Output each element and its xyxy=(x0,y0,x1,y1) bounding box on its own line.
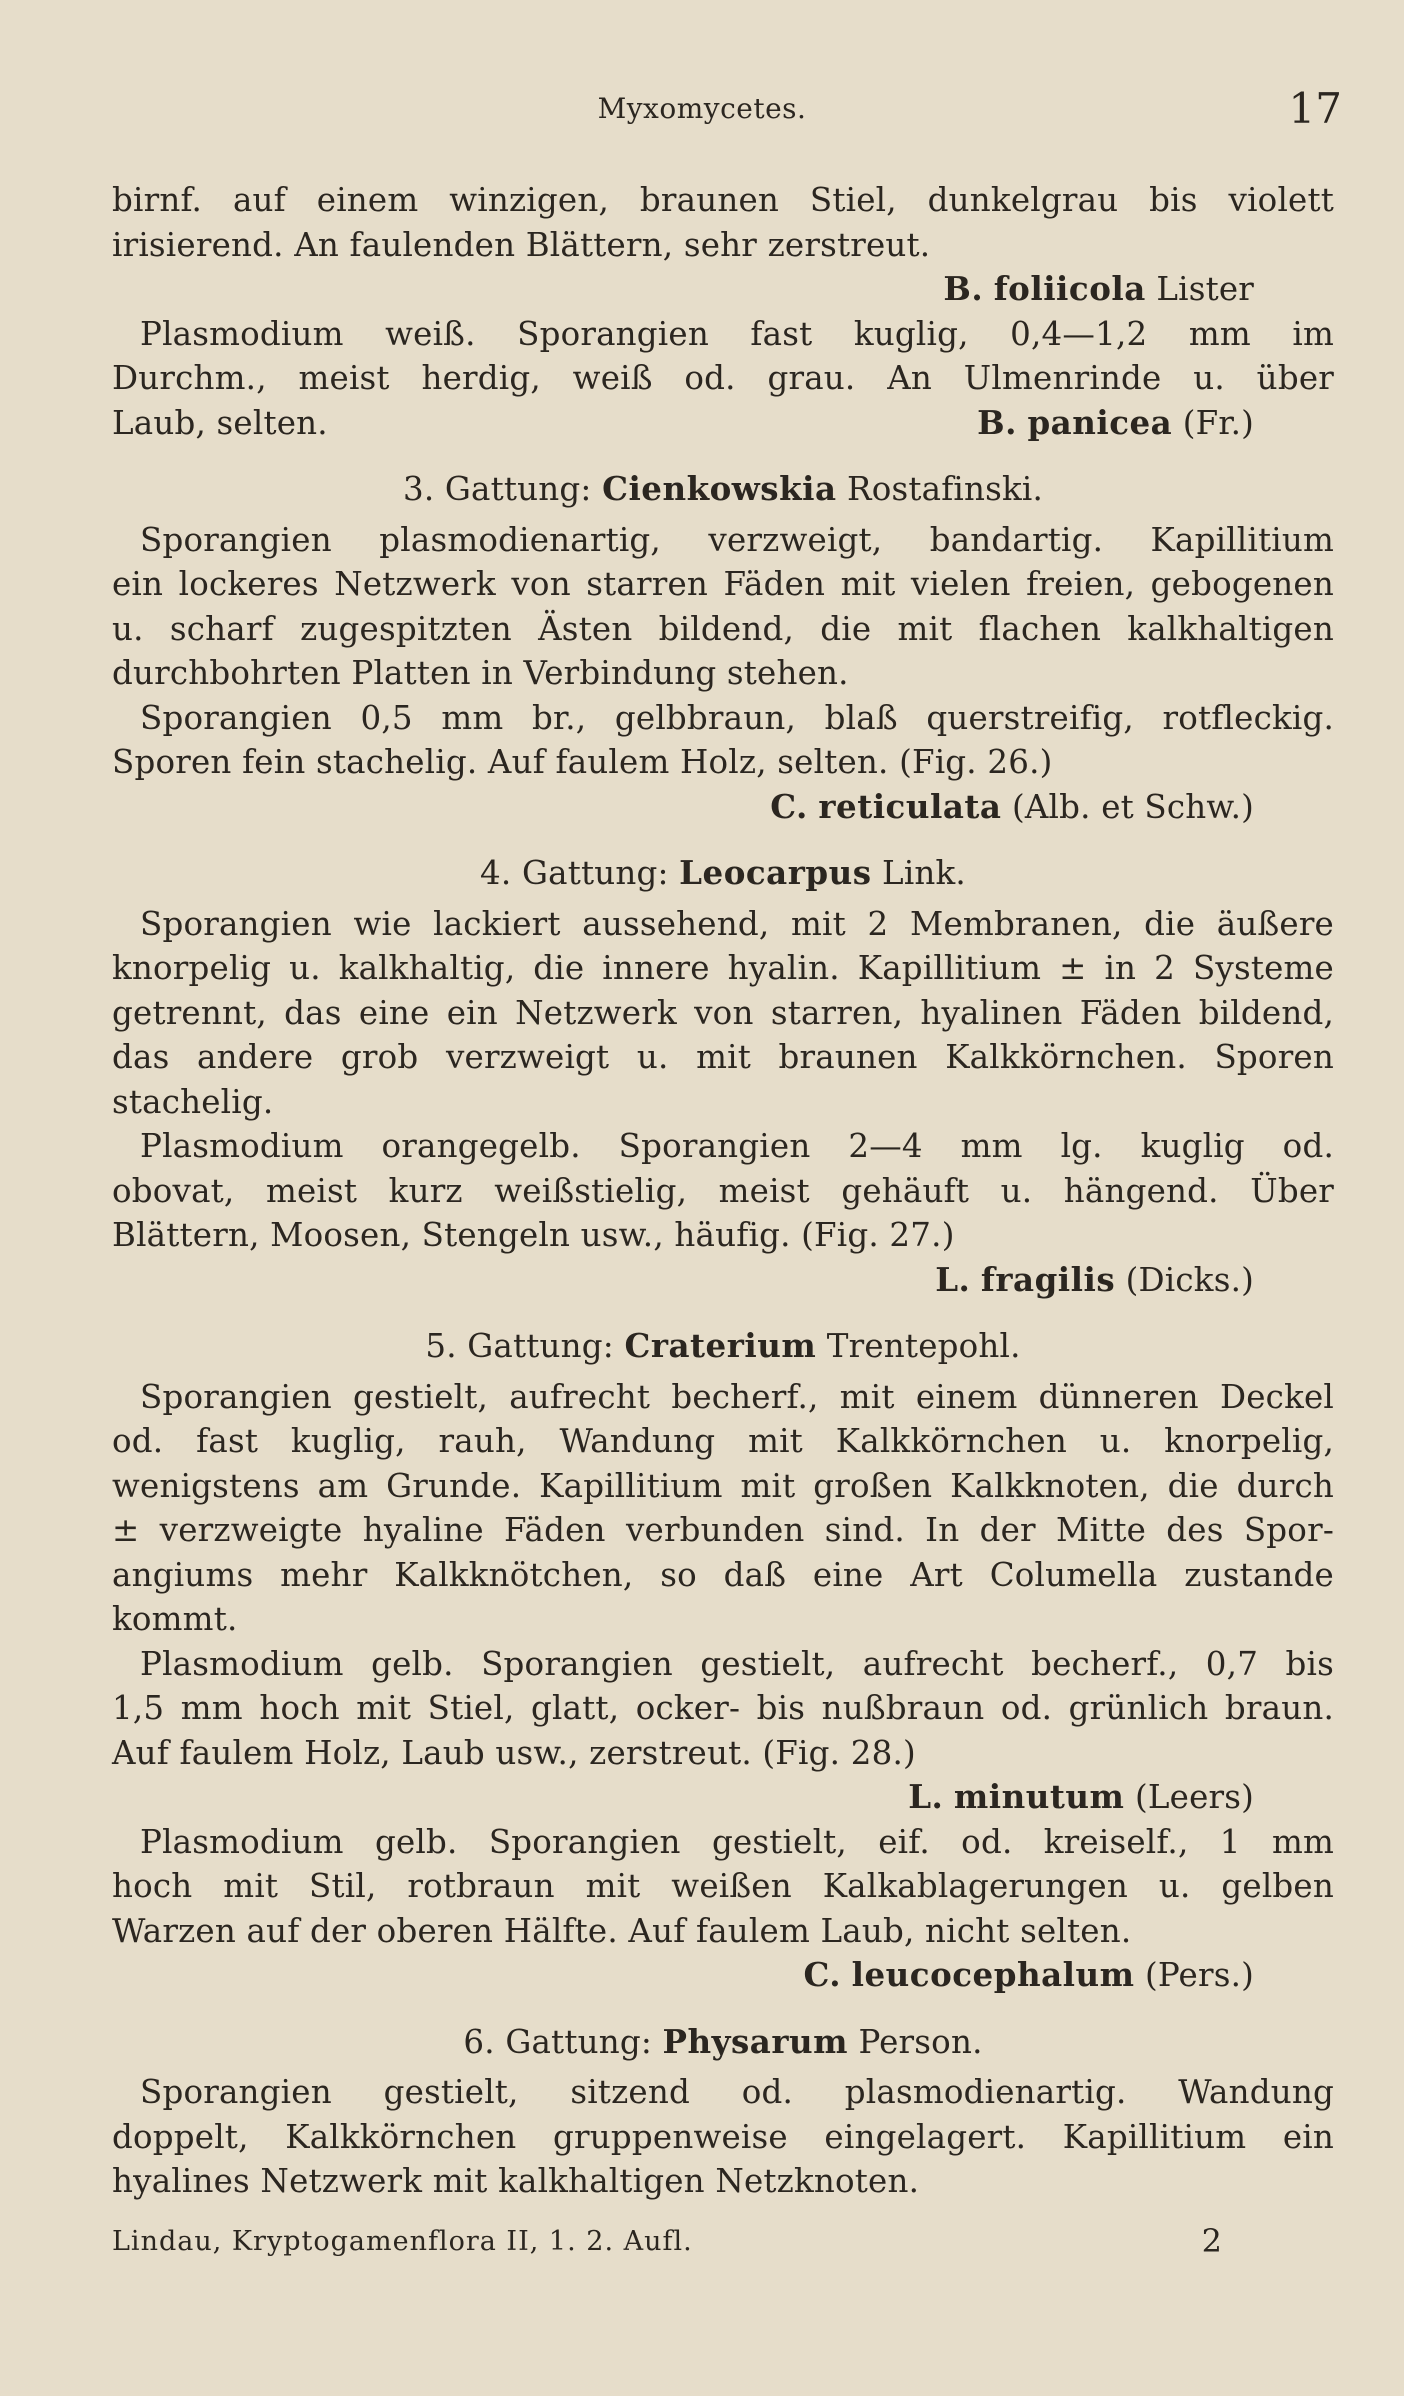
species-name xyxy=(112,1953,1334,1998)
heading-author: Trentepohl. xyxy=(826,1327,1021,1365)
species-name xyxy=(112,267,1334,312)
text-line: Warzen auf der oberen Hälfte. Auf faulem Laub, nicht selten. xyxy=(112,1911,1132,1950)
species-epithet: panicea xyxy=(1027,402,1173,442)
text-line: hyalines Netzwerk mit kalkhaltigen Netzknoten. xyxy=(112,2162,920,2200)
text-line: Plasmodium gelb. Sporangien gestielt, eif. od. kreiself., 1 mm xyxy=(140,1822,1334,1861)
text-line: irisierend. An faulenden Blättern, sehr zerstreut. xyxy=(112,225,931,264)
species-name xyxy=(112,1258,1334,1303)
species-genus: B. xyxy=(943,269,984,308)
text-line: doppelt, Kalkkörnchen gruppenweise eingelagert. Kapillitium ein xyxy=(112,2117,1334,2156)
species-genus: B. xyxy=(977,402,1017,442)
species-genus: L. xyxy=(908,1777,944,1816)
species-name xyxy=(977,401,1254,446)
heading-genus: Physarum xyxy=(662,2021,848,2061)
heading-prefix: 6. Gattung: xyxy=(463,2022,652,2061)
species-genus: C. xyxy=(803,1955,842,1994)
text-line: Blättern, Moosen, Stengeln usw., häufig. (Fig. 27.) xyxy=(112,1216,955,1254)
heading-genus: Craterium xyxy=(624,1326,817,1365)
genus-heading xyxy=(112,467,1334,512)
text-line: das andere grob verzweigt u. mit braunen Kalkkörnchen. Sporen xyxy=(112,1038,1334,1076)
text-line: Sporangien plasmodienartig, verzweigt, bandartig. Kapillitium xyxy=(140,520,1334,559)
species-genus: L. xyxy=(935,1259,971,1299)
text-line: Sporangien wie lackiert aussehend, mit 2 Membranen, die äußere xyxy=(140,904,1334,943)
text-line: Plasmodium weiß. Sporangien fast kuglig, 0,4—1,2 mm im xyxy=(140,314,1334,353)
text-line: Plasmodium gelb. Sporangien gestielt, aufrecht becherf., 0,7 bis xyxy=(140,1644,1334,1683)
text-line: wenigstens am Grunde. Kapillitium mit großen Kalkknoten, die durch xyxy=(112,1466,1334,1505)
species-name xyxy=(112,1775,1334,1820)
species-epithet: leucocephalum xyxy=(851,1955,1135,1994)
page-header xyxy=(0,84,1404,144)
text-line: Sporangien 0,5 mm br., gelbbraun, blaß querstreifig, rotfleckig. xyxy=(140,698,1334,737)
heading-author: Link. xyxy=(882,854,966,892)
text-line: od. fast kuglig, rauh, Wandung mit Kalkkörnchen u. knorpelig, xyxy=(112,1422,1334,1460)
text-line: Plasmodium orangegelb. Sporangien 2—4 mm lg. kuglig od. xyxy=(140,1127,1334,1165)
signature-mark: 2 xyxy=(1201,2222,1222,2260)
heading-author: Rostafinski. xyxy=(847,470,1044,508)
text-line: ein lockeres Netzwerk von starren Fäden mit vielen freien, gebogenen xyxy=(112,565,1334,603)
text-line: hoch mit Stil, rotbraun mit weißen Kalkablagerungen u. gelben xyxy=(112,1867,1334,1905)
species-author: Lister xyxy=(1156,270,1254,308)
text-line: kommt. xyxy=(112,1600,238,1638)
text-line: u. scharf zugespitzten Ästen bildend, die mit flachen kalkhaltigen xyxy=(112,609,1334,648)
text-line: Sporen fein stachelig. Auf faulem Holz, selten. (Fig. 26.) xyxy=(112,743,1053,781)
heading-genus: Leocarpus xyxy=(679,853,872,892)
text-line-with-species xyxy=(112,401,1334,446)
species-epithet: reticulata xyxy=(818,786,1002,826)
text-line: obovat, meist kurz weißstielig, meist gehäuft u. hängend. Über xyxy=(112,1171,1334,1210)
text-line: angiums mehr Kalkknötchen, so daß eine Art Columella zustande xyxy=(112,1555,1334,1594)
heading-genus: Cienkowskia xyxy=(602,469,837,508)
text-line: 1,5 mm hoch mit Stiel, glatt, ocker- bis nußbraun od. grünlich braun. xyxy=(112,1689,1334,1727)
heading-prefix: 4. Gattung: xyxy=(480,854,669,892)
text-line: Durchm., meist herdig, weiß od. grau. An Ulmenrinde u. über xyxy=(112,359,1334,397)
text-line: getrennt, das eine ein Netzwerk von starren, hyalinen Fäden bildend, xyxy=(112,993,1334,1032)
text-line: Sporangien gestielt, sitzend od. plasmodienartig. Wandung xyxy=(140,2073,1334,2111)
species-author: (Pers.) xyxy=(1145,1956,1254,1994)
page-body xyxy=(112,178,1334,2204)
text-line: ± verzweigte hyaline Fäden verbunden sind. In der Mitte des Spor- xyxy=(112,1511,1334,1549)
species-author: (Dicks.) xyxy=(1125,1260,1254,1299)
heading-prefix: 5. Gattung: xyxy=(425,1327,614,1365)
running-title: Myxomycetes. xyxy=(597,92,807,125)
text-line: durchbohrten Platten in Verbindung stehen. xyxy=(112,654,849,692)
text-line: knorpelig u. kalkhaltig, die innere hyalin. Kapillitium ± in 2 Systeme xyxy=(112,949,1334,987)
footer-citation: Lindau, Kryptogamenflora II, 1. 2. Aufl. xyxy=(112,2226,693,2257)
genus-heading xyxy=(112,2020,1334,2065)
text-line: Auf faulem Holz, Laub usw., zerstreut. (Fig. 28.) xyxy=(112,1733,916,1772)
page-footer xyxy=(112,2222,1222,2266)
species-author: (Leers) xyxy=(1134,1778,1254,1816)
heading-prefix: 3. Gattung: xyxy=(402,470,592,508)
text-line: Sporangien gestielt, aufrecht becherf., mit einem dünneren Deckel xyxy=(140,1377,1334,1416)
text-line: birnf. auf einem winzigen, braunen Stiel, dunkelgrau bis violett xyxy=(112,181,1334,219)
genus-heading xyxy=(112,851,1334,896)
species-epithet: foliicola xyxy=(993,269,1146,308)
page-number: 17 xyxy=(1288,84,1342,133)
species-author: (Fr.) xyxy=(1182,403,1254,442)
genus-heading xyxy=(112,1324,1334,1369)
text-line: Laub, selten. xyxy=(112,403,328,442)
species-epithet: minutum xyxy=(953,1777,1125,1816)
species-epithet: fragilis xyxy=(980,1259,1116,1299)
species-name xyxy=(112,785,1334,830)
species-author: (Alb. et Schw.) xyxy=(1011,787,1254,826)
text-line: stachelig. xyxy=(112,1082,274,1121)
species-genus: C. xyxy=(770,786,808,826)
heading-author: Person. xyxy=(858,2022,983,2061)
